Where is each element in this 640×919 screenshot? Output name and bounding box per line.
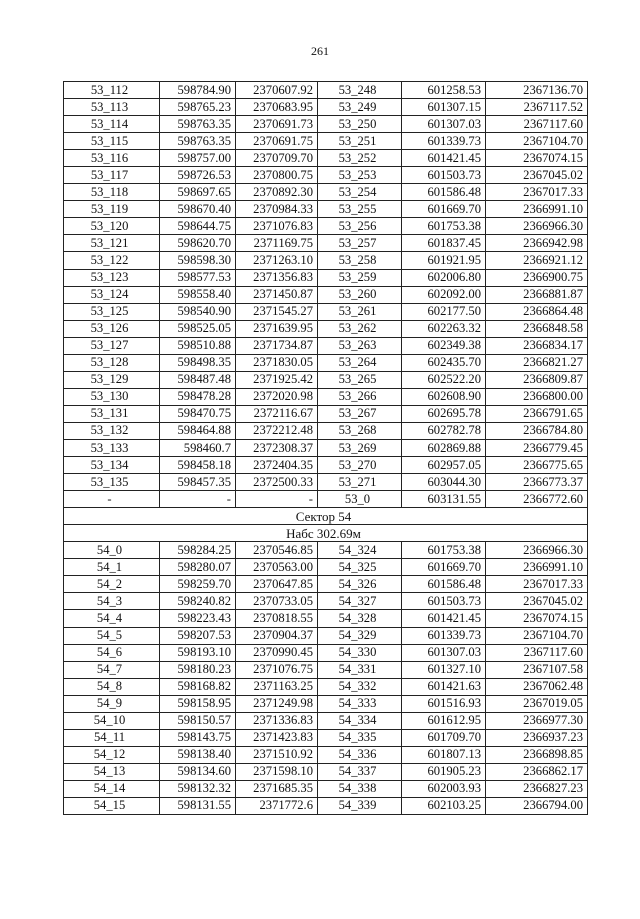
table-row xyxy=(64,661,588,678)
table-row xyxy=(64,780,588,797)
coordinate-cell: 601307.03 xyxy=(402,116,486,133)
coordinate-cell: 602092.00 xyxy=(402,286,486,303)
coordinate-cell: 598726.53 xyxy=(160,167,236,184)
coordinate-cell: 2367136.70 xyxy=(486,82,588,99)
coordinate-cell: 602003.93 xyxy=(402,780,486,797)
coordinate-cell: 2372116.67 xyxy=(236,405,318,422)
point-id-cell: 53_122 xyxy=(64,252,160,269)
coordinate-cell: 602608.90 xyxy=(402,388,486,405)
point-id-cell: 53_124 xyxy=(64,286,160,303)
coordinate-cell: 2371925.42 xyxy=(236,371,318,388)
coordinate-cell: 2366772.60 xyxy=(486,491,588,508)
table-row xyxy=(64,627,588,644)
coordinate-cell: 2370984.33 xyxy=(236,201,318,218)
coordinate-cell: 603131.55 xyxy=(402,491,486,508)
coordinate-cell: 2372020.98 xyxy=(236,388,318,405)
sector-height: Набс 302.69м xyxy=(64,525,588,542)
table-row xyxy=(64,99,588,116)
coordinate-cell: 2366898.85 xyxy=(486,746,588,763)
point-id-cell: 53_266 xyxy=(318,388,402,405)
point-id-cell: 54_2 xyxy=(64,576,160,593)
coordinate-cell: 2371545.27 xyxy=(236,303,318,320)
point-id-cell: 54_331 xyxy=(318,661,402,678)
point-id-cell: 53_249 xyxy=(318,99,402,116)
coordinate-cell: 2371450.87 xyxy=(236,286,318,303)
coordinate-cell: 2371356.83 xyxy=(236,269,318,286)
coordinate-cell: 601807.13 xyxy=(402,746,486,763)
coordinate-cell: 601837.45 xyxy=(402,235,486,252)
point-id-cell: 54_15 xyxy=(64,797,160,814)
coordinate-cell: 603044.30 xyxy=(402,474,486,491)
coordinate-cell: 598765.23 xyxy=(160,99,236,116)
coordinate-cell: 601339.73 xyxy=(402,133,486,150)
coordinate-cell: 598158.95 xyxy=(160,695,236,712)
sector-54-header xyxy=(64,508,588,542)
coordinate-cell: 598540.90 xyxy=(160,303,236,320)
point-id-cell: 53_126 xyxy=(64,320,160,337)
point-id-cell: 53_261 xyxy=(318,303,402,320)
point-id-cell: 53_128 xyxy=(64,354,160,371)
coordinate-cell: 2366809.87 xyxy=(486,371,588,388)
coordinate-cell: 2367117.60 xyxy=(486,116,588,133)
table-row xyxy=(64,371,588,388)
coordinate-cell: 2371076.75 xyxy=(236,661,318,678)
coordinate-cell: 598138.40 xyxy=(160,746,236,763)
coordinate-cell: 602435.70 xyxy=(402,354,486,371)
table-row xyxy=(64,269,588,286)
coordinate-cell: 598478.28 xyxy=(160,388,236,405)
coordinate-cell: 2370800.75 xyxy=(236,167,318,184)
point-id-cell: 53_270 xyxy=(318,457,402,474)
coordinate-cell: 2366977.30 xyxy=(486,712,588,729)
coordinate-cell: 598697.65 xyxy=(160,184,236,201)
point-id-cell: 54_324 xyxy=(318,542,402,559)
point-id-cell: 54_332 xyxy=(318,678,402,695)
point-id-cell: 54_339 xyxy=(318,797,402,814)
point-id-cell: 54_0 xyxy=(64,542,160,559)
point-id-cell: 54_326 xyxy=(318,576,402,593)
coordinate-cell: 602957.05 xyxy=(402,457,486,474)
coordinate-cell: 602869.88 xyxy=(402,439,486,456)
coordinate-cell: 2370733.05 xyxy=(236,593,318,610)
coordinate-cell: 2370904.37 xyxy=(236,627,318,644)
point-id-cell: 53_269 xyxy=(318,439,402,456)
coordinate-cell: 598464.88 xyxy=(160,422,236,439)
point-id-cell: 54_3 xyxy=(64,593,160,610)
point-id-cell: 53_112 xyxy=(64,82,160,99)
point-id-cell: 54_335 xyxy=(318,729,402,746)
coordinate-cell: 598487.48 xyxy=(160,371,236,388)
point-id-cell: 53_250 xyxy=(318,116,402,133)
sector-title: Сектор 54 xyxy=(64,508,588,525)
coordinate-cell: 598280.07 xyxy=(160,559,236,576)
coordinate-cell: 598457.35 xyxy=(160,474,236,491)
coordinate-cell: 2367017.33 xyxy=(486,184,588,201)
coordinate-cell: 598460.7 xyxy=(160,439,236,456)
point-id-cell: 54_13 xyxy=(64,763,160,780)
coordinate-cell: 601612.95 xyxy=(402,712,486,729)
coordinate-cell: 598458.18 xyxy=(160,457,236,474)
coordinate-cell: 602782.78 xyxy=(402,422,486,439)
coordinate-cell: 2366862.17 xyxy=(486,763,588,780)
point-id-cell: 53_134 xyxy=(64,457,160,474)
sector-53-rows xyxy=(64,82,588,508)
coordinate-cell: 2370607.92 xyxy=(236,82,318,99)
point-id-cell: 53_113 xyxy=(64,99,160,116)
table-row xyxy=(64,729,588,746)
point-id-cell: 54_333 xyxy=(318,695,402,712)
coordinate-cell: 598131.55 xyxy=(160,797,236,814)
coordinate-cell: 598193.10 xyxy=(160,644,236,661)
coordinate-cell: 598763.35 xyxy=(160,116,236,133)
coordinate-cell: 2366942.98 xyxy=(486,235,588,252)
coordinate-cell: 2367017.33 xyxy=(486,576,588,593)
coordinate-cell: 2367117.60 xyxy=(486,644,588,661)
coordinate-cell: 2372404.35 xyxy=(236,457,318,474)
point-id-cell: 53_130 xyxy=(64,388,160,405)
point-id-cell: 53_0 xyxy=(318,491,402,508)
coordinate-cell: 598670.40 xyxy=(160,201,236,218)
point-id-cell: 53_256 xyxy=(318,218,402,235)
table-row xyxy=(64,678,588,695)
table-row xyxy=(64,405,588,422)
table-row xyxy=(64,474,588,491)
coordinate-cell: 601753.38 xyxy=(402,218,486,235)
point-id-cell: 54_329 xyxy=(318,627,402,644)
coordinate-cell: 2367104.70 xyxy=(486,133,588,150)
coordinate-cell: 601327.10 xyxy=(402,661,486,678)
coordinate-cell: 598558.40 xyxy=(160,286,236,303)
point-id-cell: 53_125 xyxy=(64,303,160,320)
coordinate-cell: 2366773.37 xyxy=(486,474,588,491)
coordinate-cell: 598134.60 xyxy=(160,763,236,780)
coordinate-cell: 601421.63 xyxy=(402,678,486,695)
coordinate-cell: 2366966.30 xyxy=(486,218,588,235)
coordinate-cell: 2367062.48 xyxy=(486,678,588,695)
coordinate-cell: 2367019.05 xyxy=(486,695,588,712)
point-id-cell: 54_330 xyxy=(318,644,402,661)
coordinate-cell: 602349.38 xyxy=(402,337,486,354)
table-row xyxy=(64,388,588,405)
table-row xyxy=(64,303,588,320)
point-id-cell: 54_11 xyxy=(64,729,160,746)
point-id-cell: 53_135 xyxy=(64,474,160,491)
coordinate-cell: 2372308.37 xyxy=(236,439,318,456)
coordinate-cell: 601753.38 xyxy=(402,542,486,559)
point-id-cell: 53_131 xyxy=(64,405,160,422)
point-id-cell: 53_123 xyxy=(64,269,160,286)
coordinate-cell: 601421.45 xyxy=(402,610,486,627)
coordinate-cell: 2372212.48 xyxy=(236,422,318,439)
point-id-cell: 53_254 xyxy=(318,184,402,201)
coordinate-cell: 2366937.23 xyxy=(486,729,588,746)
coordinate-cell: 598240.82 xyxy=(160,593,236,610)
coordinate-cell: 2371510.92 xyxy=(236,746,318,763)
coordinate-cell: 598223.43 xyxy=(160,610,236,627)
point-id-cell: 54_336 xyxy=(318,746,402,763)
coordinate-cell: 2366991.10 xyxy=(486,201,588,218)
coordinate-cell: 598498.35 xyxy=(160,354,236,371)
coordinate-cell: 2371830.05 xyxy=(236,354,318,371)
point-id-cell: 54_325 xyxy=(318,559,402,576)
point-id-cell: 53_120 xyxy=(64,218,160,235)
point-id-cell: 53_251 xyxy=(318,133,402,150)
coordinate-cell: 598150.57 xyxy=(160,712,236,729)
point-id-cell: 53_255 xyxy=(318,201,402,218)
coordinate-cell: - xyxy=(160,491,236,508)
point-id-cell: 54_12 xyxy=(64,746,160,763)
coordinate-cell: 601503.73 xyxy=(402,167,486,184)
point-id-cell: 54_327 xyxy=(318,593,402,610)
coordinate-cell: 2367074.15 xyxy=(486,610,588,627)
coordinate-cell: 601421.45 xyxy=(402,150,486,167)
coordinate-cell: 601709.70 xyxy=(402,729,486,746)
coordinate-cell: 2366821.27 xyxy=(486,354,588,371)
coordinate-cell: 2366864.48 xyxy=(486,303,588,320)
table-row xyxy=(64,712,588,729)
table-row xyxy=(64,644,588,661)
point-id-cell: 53_260 xyxy=(318,286,402,303)
coordinate-cell: 2366834.17 xyxy=(486,337,588,354)
point-id-cell: 54_328 xyxy=(318,610,402,627)
coordinate-cell: 601339.73 xyxy=(402,627,486,644)
table-row xyxy=(64,116,588,133)
coordinate-cell: 602006.80 xyxy=(402,269,486,286)
coordinate-cell: 598207.53 xyxy=(160,627,236,644)
table-row xyxy=(64,320,588,337)
table-row xyxy=(64,167,588,184)
coordinate-cell: 2371734.87 xyxy=(236,337,318,354)
table-row xyxy=(64,593,588,610)
coordinate-cell: 598784.90 xyxy=(160,82,236,99)
coordinate-cell: 602177.50 xyxy=(402,303,486,320)
coordinate-cell: 2367074.15 xyxy=(486,150,588,167)
point-id-cell: 53_121 xyxy=(64,235,160,252)
coordinate-cell: 2366794.00 xyxy=(486,797,588,814)
coordinate-cell: 598620.70 xyxy=(160,235,236,252)
coordinate-cell: 602695.78 xyxy=(402,405,486,422)
coordinate-cell: 598470.75 xyxy=(160,405,236,422)
coordinate-cell: 598644.75 xyxy=(160,218,236,235)
coordinate-cell: 2367104.70 xyxy=(486,627,588,644)
point-id-cell: 53_268 xyxy=(318,422,402,439)
point-id-cell: - xyxy=(64,491,160,508)
coordinate-cell: 601669.70 xyxy=(402,559,486,576)
coordinate-cell: 598577.53 xyxy=(160,269,236,286)
coordinate-cell: 598259.70 xyxy=(160,576,236,593)
coordinate-cell: 601307.03 xyxy=(402,644,486,661)
coordinate-cell: 2371423.83 xyxy=(236,729,318,746)
coordinate-cell: 2366827.23 xyxy=(486,780,588,797)
coordinate-cell: 2371263.10 xyxy=(236,252,318,269)
coordinate-cell: 2366900.75 xyxy=(486,269,588,286)
sector-54-rows xyxy=(64,542,588,815)
coordinate-cell: 2366784.80 xyxy=(486,422,588,439)
point-id-cell: 53_127 xyxy=(64,337,160,354)
coordinate-cell: 602103.25 xyxy=(402,797,486,814)
coordinate-cell: 2370892.30 xyxy=(236,184,318,201)
point-id-cell: 53_133 xyxy=(64,439,160,456)
coordinate-cell: 598598.30 xyxy=(160,252,236,269)
coordinate-cell: 2370563.00 xyxy=(236,559,318,576)
table-row xyxy=(64,559,588,576)
table-row xyxy=(64,422,588,439)
page-number: 261 xyxy=(311,44,329,58)
coordinate-cell: 2366921.12 xyxy=(486,252,588,269)
coordinate-cell: 2370709.70 xyxy=(236,150,318,167)
coordinate-cell: 2370691.75 xyxy=(236,133,318,150)
coordinate-cell: 2366779.45 xyxy=(486,439,588,456)
point-id-cell: 54_334 xyxy=(318,712,402,729)
point-id-cell: 54_9 xyxy=(64,695,160,712)
point-id-cell: 54_6 xyxy=(64,644,160,661)
table-row xyxy=(64,439,588,456)
coordinate-cell: 601258.53 xyxy=(402,82,486,99)
coordinate-cell: 2371772.6 xyxy=(236,797,318,814)
point-id-cell: 53_259 xyxy=(318,269,402,286)
point-id-cell: 53_114 xyxy=(64,116,160,133)
point-id-cell: 53_118 xyxy=(64,184,160,201)
coordinate-cell: 598143.75 xyxy=(160,729,236,746)
table-row xyxy=(64,133,588,150)
coordinate-cell: 2372500.33 xyxy=(236,474,318,491)
coordinate-cell: 598510.88 xyxy=(160,337,236,354)
point-id-cell: 53_253 xyxy=(318,167,402,184)
coordinate-cell: 2367117.52 xyxy=(486,99,588,116)
coordinates-table xyxy=(63,81,588,815)
point-id-cell: 53_258 xyxy=(318,252,402,269)
coordinate-cell: 2370691.73 xyxy=(236,116,318,133)
point-id-cell: 54_337 xyxy=(318,763,402,780)
coordinate-cell: 598757.00 xyxy=(160,150,236,167)
coordinate-cell: 2366791.65 xyxy=(486,405,588,422)
point-id-cell: 53_264 xyxy=(318,354,402,371)
table-row xyxy=(64,763,588,780)
coordinate-cell: 598168.82 xyxy=(160,678,236,695)
coordinate-cell: 2370546.85 xyxy=(236,542,318,559)
coordinate-cell: 598284.25 xyxy=(160,542,236,559)
table-row xyxy=(64,150,588,167)
point-id-cell: 54_10 xyxy=(64,712,160,729)
table-row xyxy=(64,695,588,712)
coordinate-cell: 602263.32 xyxy=(402,320,486,337)
point-id-cell: 53_132 xyxy=(64,422,160,439)
table-row xyxy=(64,286,588,303)
point-id-cell: 54_7 xyxy=(64,661,160,678)
coordinate-cell: 601921.95 xyxy=(402,252,486,269)
coordinate-cell: 2366991.10 xyxy=(486,559,588,576)
coordinate-cell: 2371169.75 xyxy=(236,235,318,252)
coordinate-cell: 2371076.83 xyxy=(236,218,318,235)
point-id-cell: 54_1 xyxy=(64,559,160,576)
coordinate-cell: 601586.48 xyxy=(402,576,486,593)
coordinate-cell: 601669.70 xyxy=(402,201,486,218)
point-id-cell: 53_257 xyxy=(318,235,402,252)
table-row xyxy=(64,235,588,252)
coordinate-cell: 598763.35 xyxy=(160,133,236,150)
point-id-cell: 54_8 xyxy=(64,678,160,695)
table-row xyxy=(64,457,588,474)
table-row xyxy=(64,201,588,218)
coordinate-cell: 2371336.83 xyxy=(236,712,318,729)
table-row xyxy=(64,746,588,763)
point-id-cell: 53_265 xyxy=(318,371,402,388)
coordinate-cell: 598180.23 xyxy=(160,661,236,678)
coordinate-cell: 601307.15 xyxy=(402,99,486,116)
point-id-cell: 53_263 xyxy=(318,337,402,354)
table-row xyxy=(64,184,588,201)
coordinate-cell: 2371685.35 xyxy=(236,780,318,797)
table-row xyxy=(64,576,588,593)
coordinate-cell: 2366848.58 xyxy=(486,320,588,337)
point-id-cell: 53_262 xyxy=(318,320,402,337)
coordinate-cell: 601586.48 xyxy=(402,184,486,201)
table-row xyxy=(64,337,588,354)
coordinate-cell: 2370990.45 xyxy=(236,644,318,661)
point-id-cell: 53_248 xyxy=(318,82,402,99)
coordinate-cell: 601905.23 xyxy=(402,763,486,780)
point-id-cell: 53_267 xyxy=(318,405,402,422)
coordinate-cell: 2370647.85 xyxy=(236,576,318,593)
point-id-cell: 54_14 xyxy=(64,780,160,797)
coordinate-cell: 602522.20 xyxy=(402,371,486,388)
coordinate-cell: 2371163.25 xyxy=(236,678,318,695)
coordinate-cell: 601516.93 xyxy=(402,695,486,712)
point-id-cell: 53_119 xyxy=(64,201,160,218)
coordinate-cell: 598132.32 xyxy=(160,780,236,797)
coordinate-cell: 2371249.98 xyxy=(236,695,318,712)
point-id-cell: 53_115 xyxy=(64,133,160,150)
point-id-cell: 53_252 xyxy=(318,150,402,167)
table-row xyxy=(64,354,588,371)
coordinate-cell: 2370683.95 xyxy=(236,99,318,116)
coordinate-cell: 601503.73 xyxy=(402,593,486,610)
point-id-cell: 54_5 xyxy=(64,627,160,644)
table-row xyxy=(64,797,588,814)
coordinate-cell: 2366800.00 xyxy=(486,388,588,405)
coordinate-cell: 2366775.65 xyxy=(486,457,588,474)
table-row xyxy=(64,252,588,269)
coordinate-cell: 2366966.30 xyxy=(486,542,588,559)
coordinate-cell: 2367045.02 xyxy=(486,167,588,184)
coordinate-cell: 2370818.55 xyxy=(236,610,318,627)
point-id-cell: 53_129 xyxy=(64,371,160,388)
point-id-cell: 54_4 xyxy=(64,610,160,627)
table-row xyxy=(64,218,588,235)
point-id-cell: 54_338 xyxy=(318,780,402,797)
coordinate-cell: 2366881.87 xyxy=(486,286,588,303)
table-row xyxy=(64,542,588,559)
coordinate-cell: - xyxy=(236,491,318,508)
point-id-cell: 53_271 xyxy=(318,474,402,491)
coordinate-cell: 2367107.58 xyxy=(486,661,588,678)
table-row xyxy=(64,82,588,99)
point-id-cell: 53_117 xyxy=(64,167,160,184)
coordinate-cell: 2371598.10 xyxy=(236,763,318,780)
point-id-cell: 53_116 xyxy=(64,150,160,167)
coordinate-cell: 598525.05 xyxy=(160,320,236,337)
coordinate-cell: 2371639.95 xyxy=(236,320,318,337)
coordinate-cell: 2367045.02 xyxy=(486,593,588,610)
table-row xyxy=(64,491,588,508)
table-row xyxy=(64,610,588,627)
